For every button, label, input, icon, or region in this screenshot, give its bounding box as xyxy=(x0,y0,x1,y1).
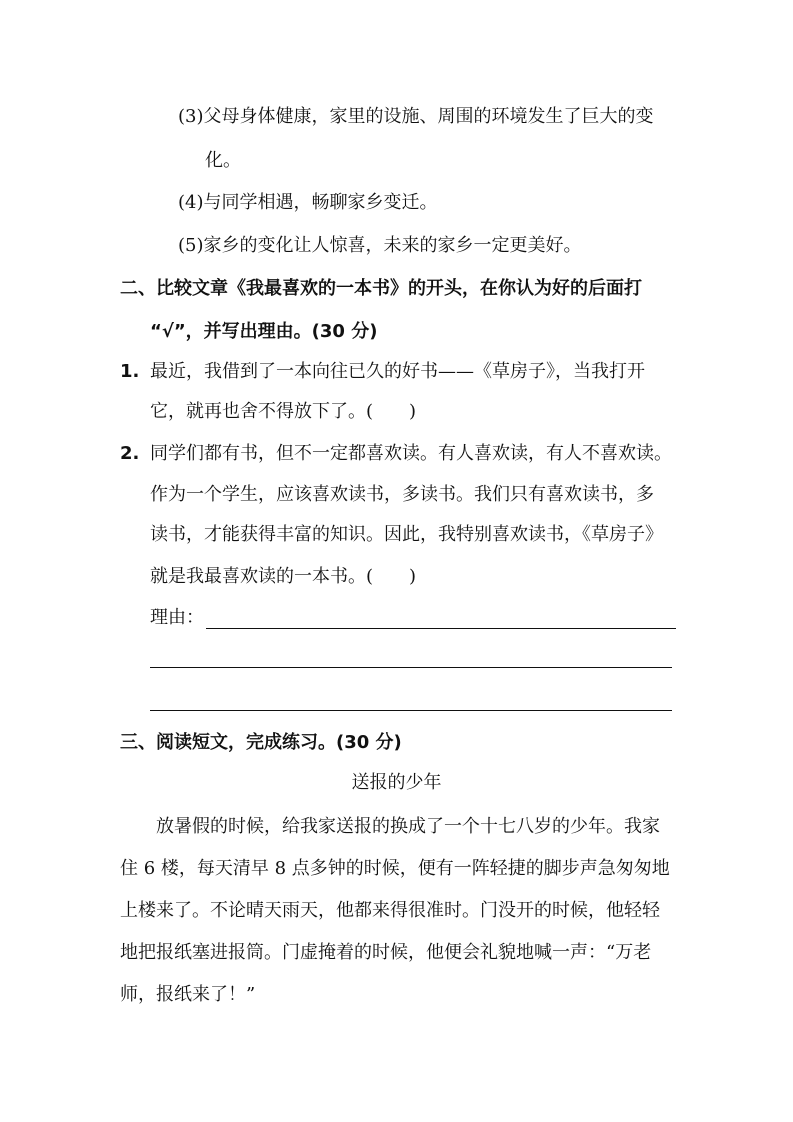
passage-line-1: 放暑假的时候，给我家送报的换成了一个十七八岁的少年。我家 xyxy=(156,816,660,837)
section-3-heading: 三、阅读短文，完成练习。(30 分) xyxy=(120,732,402,753)
question-2-line-2: 作为一个学生，应该喜欢读书，多读书。我们只有喜欢读书，多 xyxy=(150,484,654,505)
reason-label: 理由： xyxy=(150,607,204,628)
section-2-heading-line-1: 二、比较文章《我最喜欢的一本书》的开头，在你认为好的后面打 xyxy=(120,278,642,299)
item-3-line-2: 化。 xyxy=(205,150,241,171)
passage-title: 送报的少年 xyxy=(351,772,442,793)
passage-line-5: 师，报纸来了！” xyxy=(120,984,256,1005)
item-3-line-1: (3)父母身体健康，家里的设施、周围的环境发生了巨大的变 xyxy=(178,106,654,127)
question-1-line-1: 最近，我借到了一本向往已久的好书——《草房子》，当我打开 xyxy=(150,361,645,382)
passage-line-4: 地把报纸塞进报筒。门虚掩着的时候，他便会礼貌地喊一声：“万老 xyxy=(120,942,652,963)
question-2-line-4: 就是我最喜欢读的一本书。( ) xyxy=(150,566,417,587)
reason-answer-line-2[interactable] xyxy=(150,667,672,668)
answer-underline xyxy=(206,628,676,629)
question-1-line-2: 它，就再也舍不得放下了。( ) xyxy=(150,401,417,422)
question-1-number: 1. xyxy=(120,361,140,382)
reason-answer-line-1[interactable] xyxy=(150,606,676,630)
passage-line-3: 上楼来了。不论晴天雨天，他都来得很准时。门没开的时候，他轻轻 xyxy=(120,900,660,921)
item-4: (4)与同学相遇，畅聊家乡变迁。 xyxy=(178,192,438,213)
question-2-number: 2. xyxy=(120,443,140,464)
section-2-heading-line-2: “√”，并写出理由。(30 分) xyxy=(150,321,378,342)
question-2-line-3: 读书，才能获得丰富的知识。因此，我特别喜欢读书，《草房子》 xyxy=(150,524,663,545)
passage-line-2: 住 6 楼，每天清早 8 点多钟的时候，便有一阵轻捷的脚步声急匆匆地 xyxy=(120,858,670,879)
reason-answer-line-3[interactable] xyxy=(150,710,672,711)
item-5: (5)家乡的变化让人惊喜，未来的家乡一定更美好。 xyxy=(178,235,582,256)
question-2-line-1: 同学们都有书，但不一定都喜欢读。有人喜欢读，有人不喜欢读。 xyxy=(150,443,672,464)
